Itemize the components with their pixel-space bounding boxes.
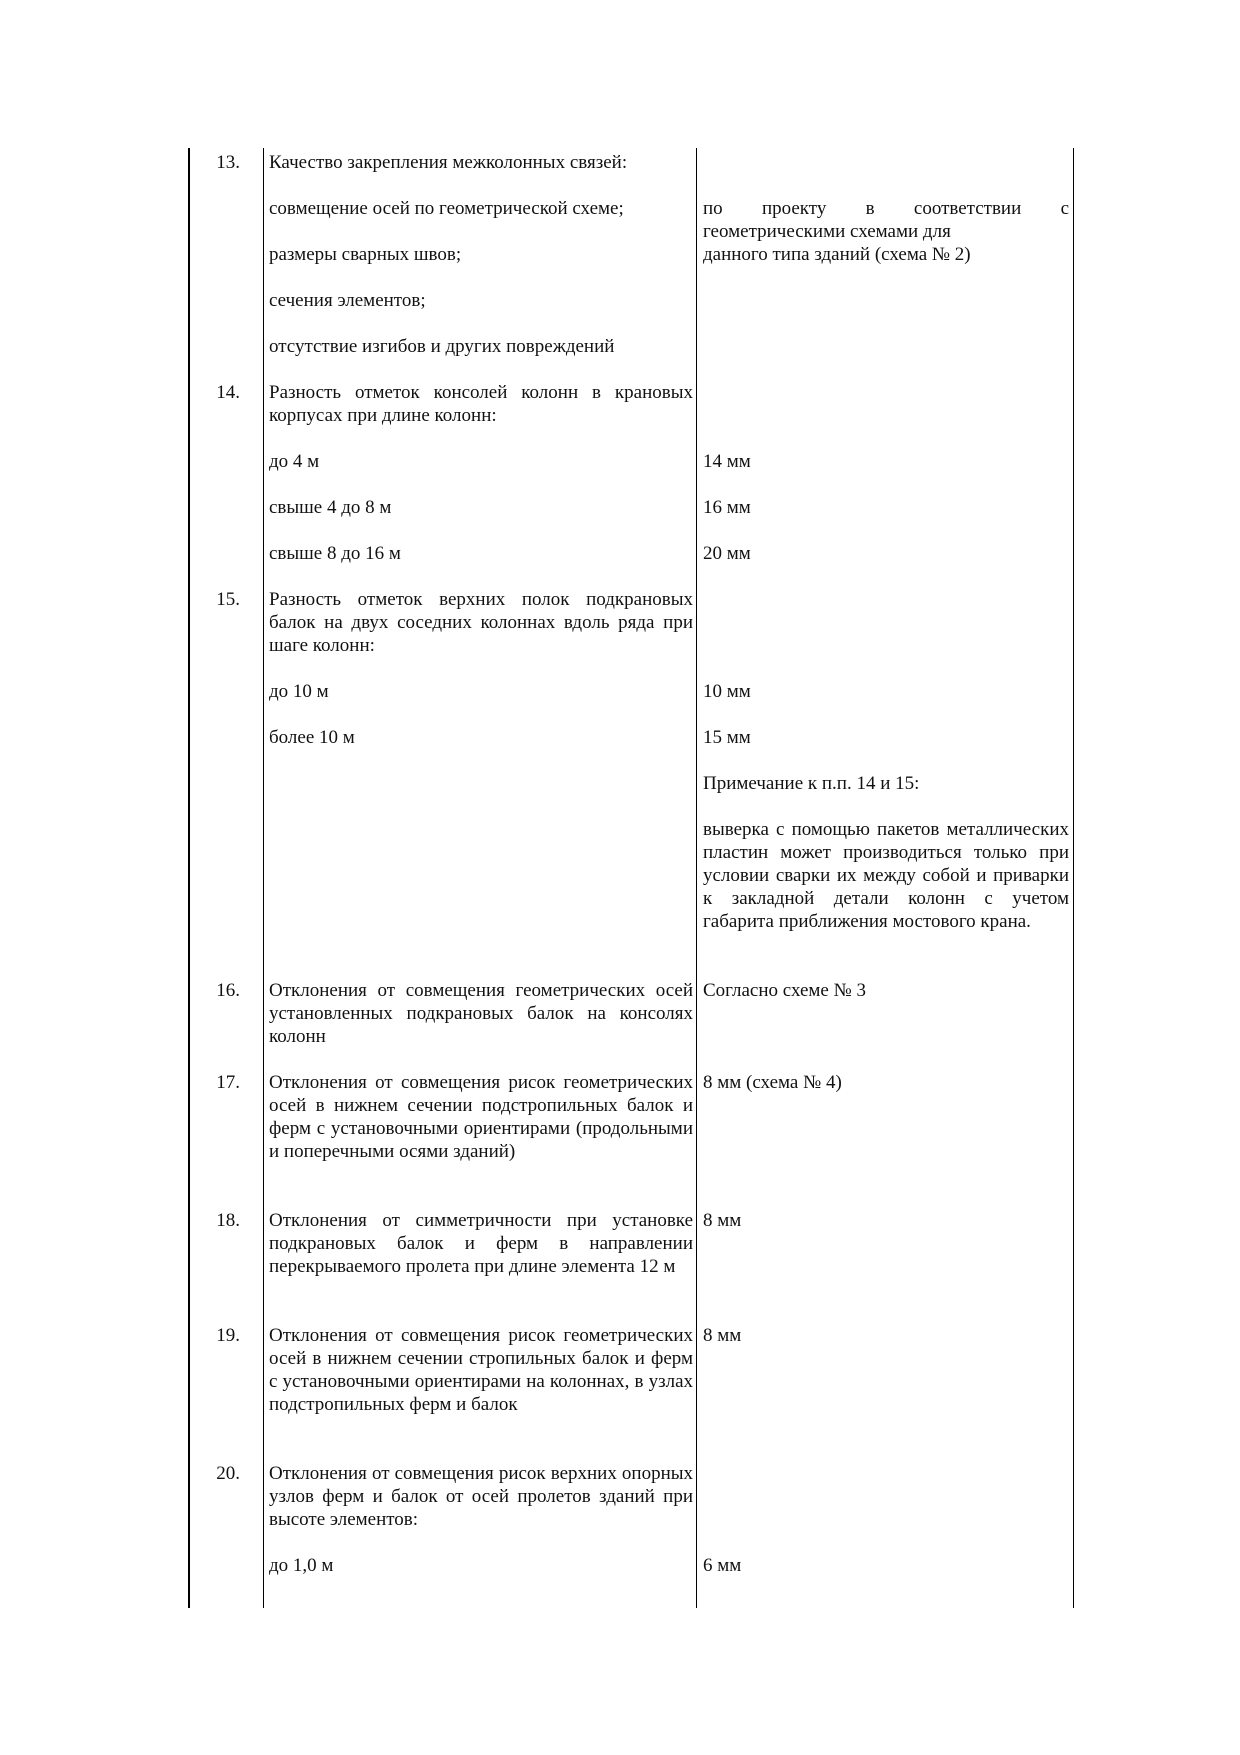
row-item: сечения элементов; xyxy=(269,290,426,311)
row-item: совмещение осей по геометрической схеме; xyxy=(269,198,624,219)
note-text: выверка с помощью пакетов металлических пластин может производиться только при условии сварки их между собой и приварки к закладной детали колонн с учетом габарита приближения мостового крана. xyxy=(703,819,1069,932)
row-title: Разность отметок консолей колонн в крановых корпусах при длине колонн: xyxy=(269,382,693,426)
row-number: 16. xyxy=(216,980,240,1001)
row-value: 8 мм xyxy=(703,1325,742,1346)
row-value: Согласно схеме № 3 xyxy=(703,980,866,1001)
table-column-divider-2 xyxy=(696,148,697,1608)
row-number: 19. xyxy=(216,1325,240,1346)
row-item-value: 20 мм xyxy=(703,543,751,564)
row-value: 8 мм xyxy=(703,1210,742,1231)
row-item-value: 14 мм xyxy=(703,451,751,472)
row-number: 17. xyxy=(216,1072,240,1093)
row-title: Отклонения от совмещения рисок верхних опорных узлов ферм и балок от осей пролетов зданий при высоте элементов: xyxy=(269,1463,693,1530)
row-item-value: 16 мм xyxy=(703,497,751,518)
row-value-line: по проекту в соответствии с xyxy=(703,198,1069,219)
row-item: Качество закрепления межколонных связей: xyxy=(269,152,628,173)
row-item-label: свыше 8 до 16 м xyxy=(269,543,401,564)
row-title: Разность отметок верхних полок подкрановых балок на двух соседних колоннах вдоль ряда при шаге колонн: xyxy=(269,589,693,656)
note-title: Примечание к п.п. 14 и 15: xyxy=(703,773,920,794)
row-item-value: 6 мм xyxy=(703,1555,742,1576)
row-item-label: до 1,0 м xyxy=(269,1555,334,1576)
row-value-line: геометрическими схемами для xyxy=(703,221,951,242)
row-item-value: 10 мм xyxy=(703,681,751,702)
row-text: Отклонения от совмещения геометрических осей установленных подкрановых балок на консолях колонн xyxy=(269,980,693,1047)
row-text: Отклонения от симметричности при установке подкрановых балок и ферм в направлении перекрываемого пролета при длине элемента 12 м xyxy=(269,1210,693,1277)
row-item: размеры сварных швов; xyxy=(269,244,462,265)
row-item-value: 15 мм xyxy=(703,727,751,748)
row-number: 18. xyxy=(216,1210,240,1231)
table-column-divider-1 xyxy=(263,148,264,1608)
row-item-label: более 10 м xyxy=(269,727,355,748)
table-left-border xyxy=(188,148,190,1608)
row-number: 13. xyxy=(216,152,240,173)
row-value-line: данного типа зданий (схема № 2) xyxy=(703,244,971,265)
row-text: Отклонения от совмещения рисок геометрических осей в нижнем сечении стропильных балок и ферм с установочными ориентирами на колоннах, в узлах подстропильных ферм и балок xyxy=(269,1325,693,1415)
row-number: 15. xyxy=(216,589,240,610)
table-right-border xyxy=(1073,148,1074,1608)
row-item-label: свыше 4 до 8 м xyxy=(269,497,392,518)
row-value: 8 мм (схема № 4) xyxy=(703,1072,842,1093)
row-item-label: до 10 м xyxy=(269,681,329,702)
row-item: отсутствие изгибов и других повреждений xyxy=(269,336,615,357)
row-number: 20. xyxy=(216,1463,240,1484)
row-number: 14. xyxy=(216,382,240,403)
row-text: Отклонения от совмещения рисок геометрических осей в нижнем сечении подстропильных балок и ферм с установочными ориентирами (продольными и поперечными осями зданий) xyxy=(269,1072,693,1162)
row-item-label: до 4 м xyxy=(269,451,320,472)
